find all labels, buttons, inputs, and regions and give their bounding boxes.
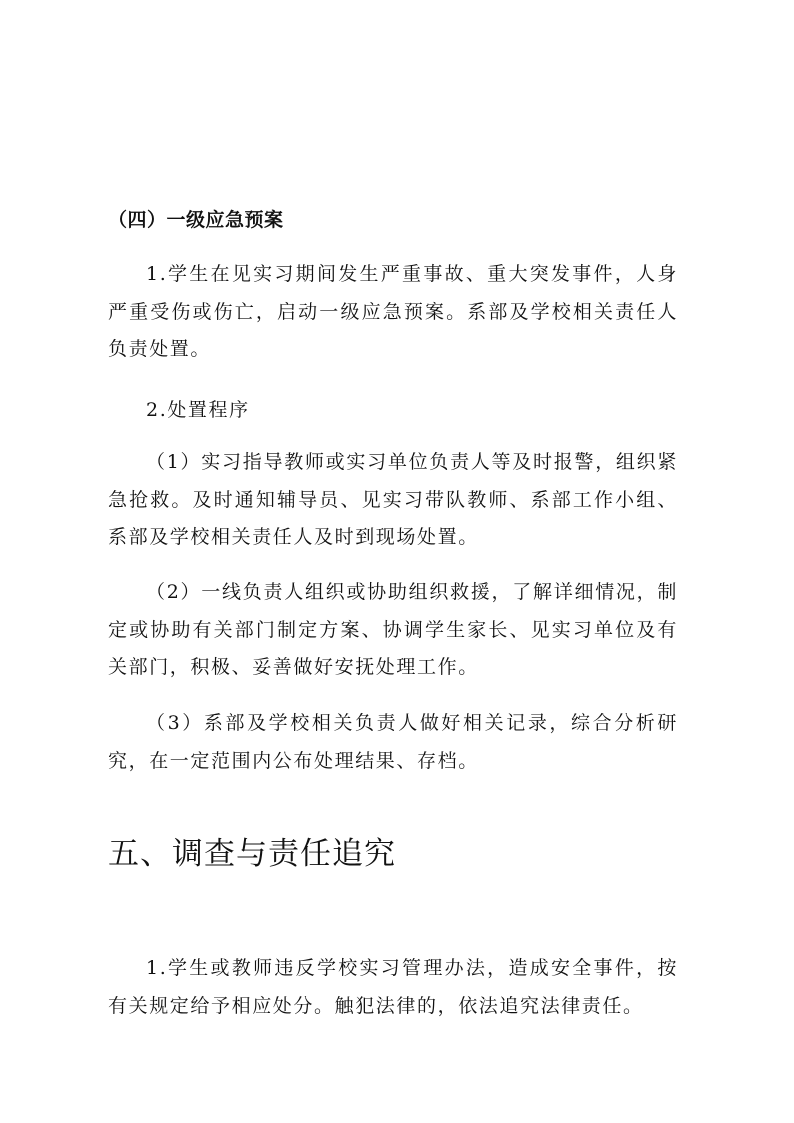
paragraph-procedure-title: 2.处置程序 [146, 399, 250, 421]
paragraph-accountability: 1.学生或教师违反学校实习管理办法，造成安全事件，按有关规定给予相应处分。触犯法律的，依法追究法律责任。 [108, 957, 678, 1017]
paragraph-startup-condition: 1.学生在见实习期间发生严重事故、重大突发事件，人身严重受伤或伤亡，启动一级应急预案。系部及学校相关责任人负责处置。 [108, 263, 678, 360]
paragraph-procedure-step-1: （1）实习指导教师或实习单位负责人等及时报警，组织紧急抢救。及时通知辅导员、见实习带队教师、系部工作小组、系部及学校相关责任人及时到现场处置。 [108, 451, 678, 548]
paragraph-procedure-step-2: （2）一线负责人组织或协助组织救援，了解详细情况，制定或协助有关部门制定方案、协调学生家长、见实习单位及有关部门，积极、妥善做好安抚处理工作。 [108, 581, 678, 678]
paragraph-procedure-step-3: （3）系部及学校相关负责人做好相关记录，综合分析研究，在一定范围内公布处理结果、存档。 [108, 712, 678, 772]
section-4-heading: （四）一级应急预案 [108, 209, 284, 231]
section-5-heading: 五、调查与责任追究 [108, 836, 396, 872]
